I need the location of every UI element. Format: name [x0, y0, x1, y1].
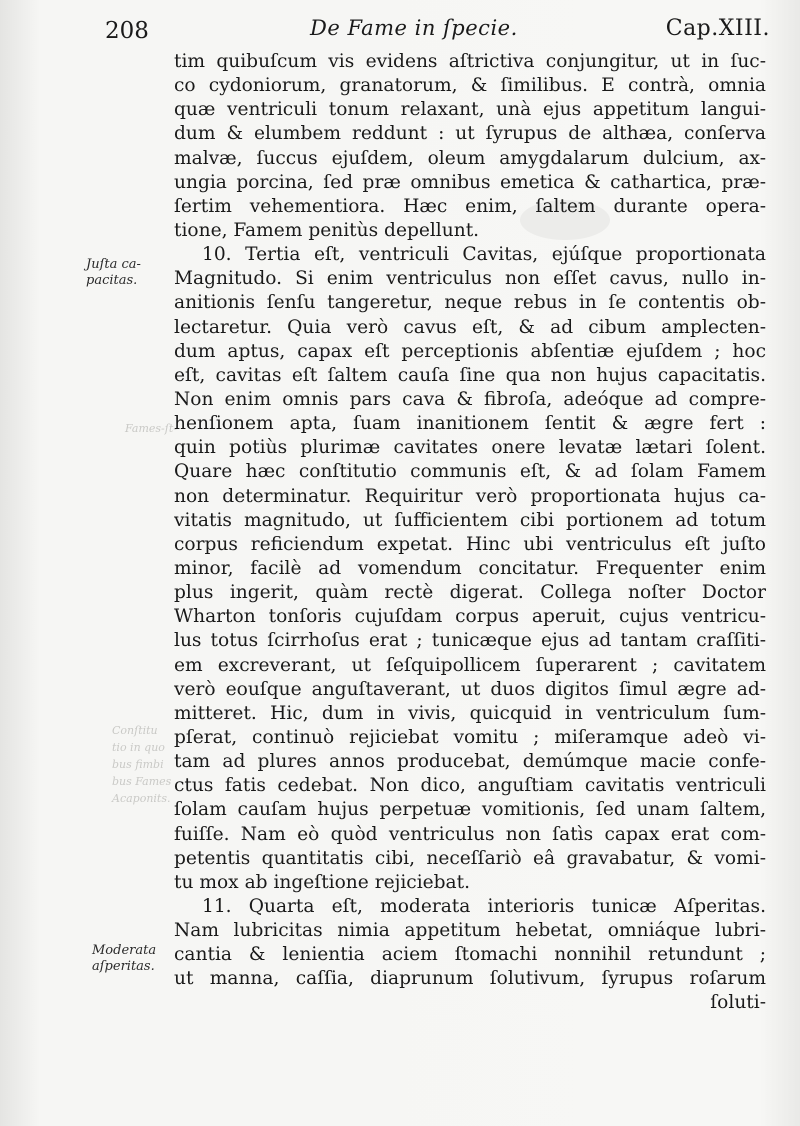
text-line: ut manna, caſſia, diaprunum ſolutivum, ſyrupus roſarum	[174, 968, 766, 990]
text-line: minor, facilè ad vomendum concitatur. Frequenter enim	[174, 557, 766, 579]
text-line: ſertim vehementiora. Hæc enim, ſaltem durante opera-	[174, 195, 766, 217]
text-line: Non enim omnis pars cava & fibroſa, adeóque ad compre-	[174, 388, 766, 410]
bleed-line: Conſtitu	[112, 724, 158, 737]
text-line: petentis quantitatis cibi, neceſſariò eâ gravabatur, & vomi-	[174, 847, 766, 869]
bleed-line: bus fimbi	[112, 758, 164, 771]
text-line: eſt, cavitas eſt ſaltem cauſa ſine qua non hujus capacitatis.	[174, 364, 766, 386]
text-line: tim quibuſcum vis evidens aſtrictiva conjungitur, ut in ſuc-	[174, 51, 766, 72]
text-line: mitteret. Hic, dum in vivis, quicquid in ventriculum ſum-	[174, 702, 766, 724]
text-line: Quare hæc conſtitutio communis eſt, & ad ſolam Famem	[174, 461, 766, 483]
text-line: pſerat, continuò rejiciebat vomitu ; miſeramque adeò vi-	[174, 726, 766, 748]
margin-note-line: Juſta ca-	[86, 257, 141, 272]
text-line: quin potiùs plurimæ cavitates onere levatæ lætari ſolent.	[174, 437, 766, 459]
text-line: fuiſſe. Nam eò quòd ventriculus non ſatìs capax erat com-	[174, 823, 766, 845]
text-line: verò eouſque anguſtaverant, ut duos digitos ſimul ægre ad-	[174, 678, 766, 700]
text-line: tione, Famem penitùs depellunt.	[174, 219, 480, 241]
page-number: 208	[105, 18, 149, 44]
bleed-line: Fames-ſt-	[125, 422, 177, 435]
page-header	[105, 14, 770, 48]
text-line: quæ ventriculi tonum relaxant, unà ejus appetitum langui-	[174, 99, 766, 121]
text-line: 11. Quarta eſt, moderata interioris tunicæ Aſperitas.	[202, 895, 766, 917]
text-line: dum & elumbem reddunt : ut ſyrupus de althæa, conſerva	[174, 123, 766, 145]
body-text	[174, 50, 766, 1016]
margin-note-justa-capacitas	[86, 257, 166, 289]
text-line: Magnitudo. Si enim ventriculus non eſſet cavus, nullo in-	[174, 268, 766, 290]
chapter-label: Cap.XIII.	[665, 16, 770, 41]
text-line: ctus fatis cedebat. Non dico, anguſtiam cavitatis ventriculi	[174, 775, 766, 797]
text-line: anitionis ſenſu tangeretur, neque rebus in ſe contentis ob-	[174, 292, 766, 314]
text-line: lectaretur. Quia verò cavus eſt, & ad cibum amplecten-	[174, 316, 766, 338]
margin-note-line: aſperitas.	[92, 959, 155, 974]
text-line: henſionem apta, ſuam inanitionem ſentit & ægre fert :	[174, 413, 766, 435]
bleed-line: Acaponits.	[112, 792, 171, 805]
text-line: non determinatur. Requiritur verò proportionata hujus ca-	[174, 485, 766, 507]
running-title: De Fame in ſpecie.	[310, 16, 518, 40]
text-line: lus totus ſcirrhoſus erat ; tunicæque ejus ad tantam craſſiti-	[174, 630, 766, 652]
text-line: plus ingerit, quàm rectè digerat. Collega noſter Doctor	[174, 582, 766, 604]
bleed-line: bus Fames	[112, 775, 172, 788]
text-line: corpus reficiendum expetat. Hinc ubi ventriculus eſt juſto	[174, 533, 766, 555]
margin-note-line: Moderata	[92, 943, 157, 958]
text-line: ſolam cauſam hujus perpetuæ vomitionis, ſed unam ſaltem,	[174, 799, 766, 821]
text-line: Wharton tonſoris cujuſdam corpus aperuit, cujus ventricu-	[174, 606, 766, 628]
text-line: ungia porcina, ſed præ omnibus emetica & cathartica, præ-	[174, 171, 766, 193]
text-line: em excreverant, ut ſeſquipollicem ſuperarent ; cavitatem	[174, 654, 766, 676]
text-line: cantia & lenientia aciem ſtomachi nonnihil retundunt ;	[174, 944, 766, 966]
text-line: tu mox ab ingeſtione rejiciebat.	[174, 871, 471, 893]
text-line: Nam lubricitas nimia appetitum hebetat, omniáque lubri-	[174, 920, 766, 942]
text-line: tam ad plures annos producebat, demúmque macie confe-	[174, 751, 766, 773]
text-line: vitatis magnitudo, ut ſufficientem cibi portionem ad totum	[174, 509, 766, 531]
catchword: ſoluti-	[710, 992, 766, 1014]
margin-note-moderata-asperitas	[92, 943, 172, 975]
text-line: dum aptus, capax eſt perceptionis abſentiæ ejuſdem ; hoc	[174, 340, 766, 362]
text-line: 10. Tertia eſt, ventriculi Cavitas, ejúſque proportionata	[202, 244, 766, 266]
text-line: co cydoniorum, granatorum, & ſimilibus. E contrà, omnia	[174, 75, 766, 97]
margin-note-line: pacitas.	[86, 273, 138, 288]
text-line: malvæ, ſuccus ejuſdem, oleum amygdalarum dulcium, ax-	[174, 147, 766, 169]
bleed-line: tio in quo	[112, 741, 165, 754]
bleed-through-lower	[112, 722, 182, 807]
